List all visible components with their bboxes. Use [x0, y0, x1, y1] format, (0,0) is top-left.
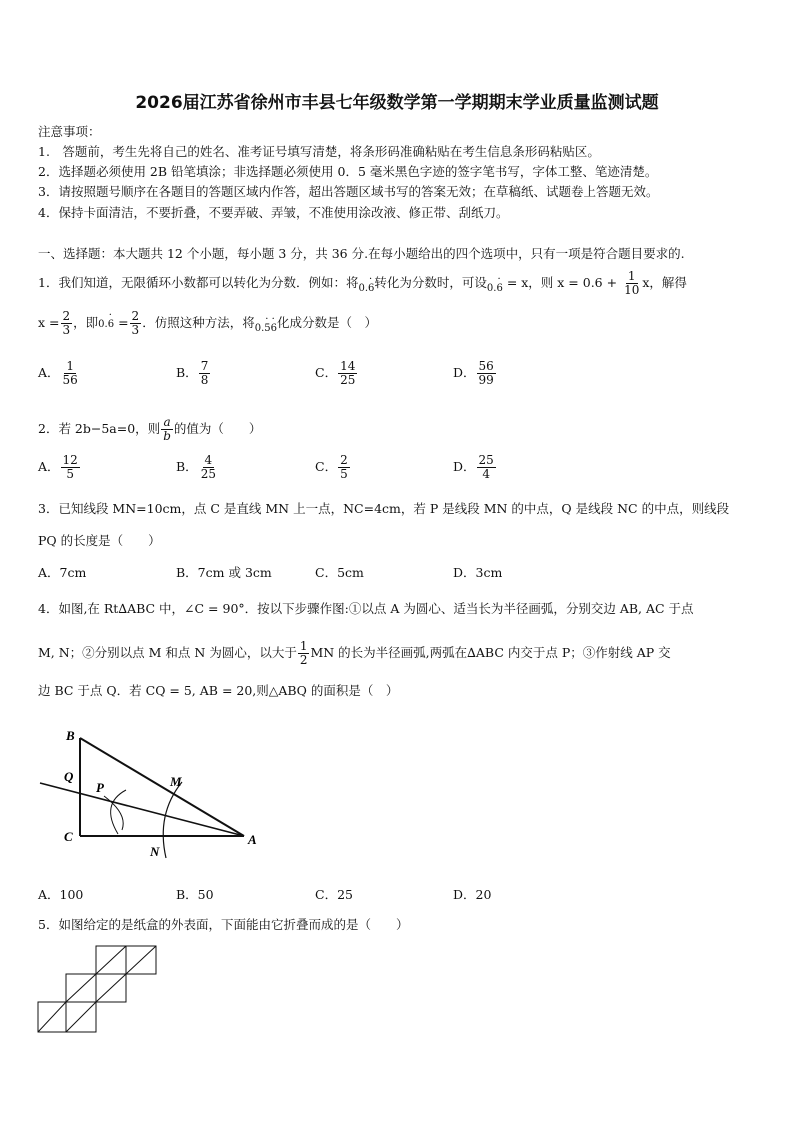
q2-option-b[interactable]: B． $\frac{4}{25}$	[176, 453, 216, 481]
q4-option-b[interactable]: B．50	[176, 887, 214, 902]
q4-triangle-figure	[30, 722, 270, 862]
q2-option-a[interactable]: A． $\frac{12}{5}$	[38, 453, 78, 481]
q5-box-net-figure	[36, 944, 166, 1036]
q1-option-c[interactable]: C． $\frac{14}{25}$	[315, 359, 356, 387]
label-P: P	[96, 780, 104, 795]
q4-line3: 边 BC 于点 Q．若 CQ = 5, AB = 20,则△ABQ 的面积是（ ）	[38, 683, 399, 698]
q1-line1: 1．我们知道，无限循环小数都可以转化为分数．例如：将$_{0. \cdot 6}$转化为分数时，可设$_{0. \cdot 6}$ = x，则 x = 0.6 + $\frac{1}{10}$ x，解得	[38, 269, 687, 297]
q2-option-c[interactable]: C． $\frac{2}{5}$	[315, 453, 348, 481]
q1-option-d[interactable]: D． $\frac{56}{99}$	[453, 359, 494, 387]
q5-stem: 5．如图给定的是纸盒的外表面，下面能由它折叠而成的是（ ）	[38, 917, 409, 932]
q3-line2: PQ 的长度是（ ）	[38, 533, 161, 548]
notice-item-2: 2．选择题必须使用 2B 铅笔填涂；非选择题必须使用 0．5 毫米黑色字迹的签字笔书写，字体工整、笔迹清楚。	[38, 164, 658, 179]
q4-option-d[interactable]: D．20	[453, 887, 492, 902]
q1-option-a[interactable]: A． $\frac{1}{56}$	[38, 359, 78, 387]
section-heading: 一、选择题：本大题共 12 个小题，每小题 3 分，共 36 分.在每小题给出的四个选项中，只有一项是符合题目要求的.	[38, 246, 685, 261]
label-C: C	[64, 829, 73, 844]
notice-heading: 注意事项：	[38, 124, 101, 139]
label-Q: Q	[64, 769, 74, 784]
q3-option-c[interactable]: C．5cm	[315, 565, 364, 580]
q3-line1: 3．已知线段 MN=10cm，点 C 是直线 MN 上一点，NC=4cm，若 P 是线段 MN 的中点，Q 是线段 NC 的中点，则线段	[38, 501, 730, 516]
arc-from-M	[111, 790, 126, 834]
q4-option-c[interactable]: C．25	[315, 887, 353, 902]
q4-line2: M, N；②分别以点 M 和点 N 为圆心，以大于 $\frac{1}{2}$ MN 的长为半径画弧,两弧在∆ABC 内交于点 P；③作射线 AP 交	[38, 639, 671, 667]
segment-BA	[80, 738, 244, 836]
q1-option-b[interactable]: B． $\frac{7}{8}$	[176, 359, 209, 387]
label-A: A	[248, 832, 257, 847]
label-N: N	[150, 844, 160, 859]
notice-item-1: 1. 答题前，考生先将自己的姓名、准考证号填写清楚，将条形码准确粘贴在考生信息条形码粘贴区。	[38, 144, 600, 159]
q1-line2: x = $\frac{2}{3}$ ，即0. · 6 = $\frac{2}{3}$ ．仿照这种方法，将$_{0. \cdot 5 \cdot 6}$化成分数是（ ）	[38, 309, 378, 337]
q2-stem: 2．若 2b−5a=0，则 $\frac{a}{b}$ 的值为（ ）	[38, 415, 262, 443]
q3-option-b[interactable]: B．7cm 或 3cm	[176, 565, 272, 580]
label-B: B	[66, 728, 75, 743]
q4-option-a[interactable]: A．100	[38, 887, 84, 902]
page-title: 2026届江苏省徐州市丰县七年级数学第一学期期末学业质量监测试题	[135, 93, 659, 113]
label-M: M	[170, 774, 182, 789]
notice-item-3: 3．请按照题号顺序在各题目的答题区域内作答，超出答题区域书写的答案无效；在草稿纸、试题卷上答题无效。	[38, 184, 659, 199]
notice-item-4: 4．保持卡面清洁，不要折叠，不要弄破、弄皱，不准使用涂改液、修正带、刮纸刀。	[38, 205, 509, 220]
q2-option-d[interactable]: D． $\frac{25}{4}$	[453, 453, 494, 481]
q3-option-d[interactable]: D．3cm	[453, 565, 503, 580]
q4-line1: 4．如图,在 Rt∆ABC 中，∠C = 90°．按以下步骤作图:①以点 A 为圆心、适当长为半径画弧，分别交边 AB, AC 于点	[38, 601, 694, 616]
q3-option-a[interactable]: A．7cm	[38, 565, 87, 580]
